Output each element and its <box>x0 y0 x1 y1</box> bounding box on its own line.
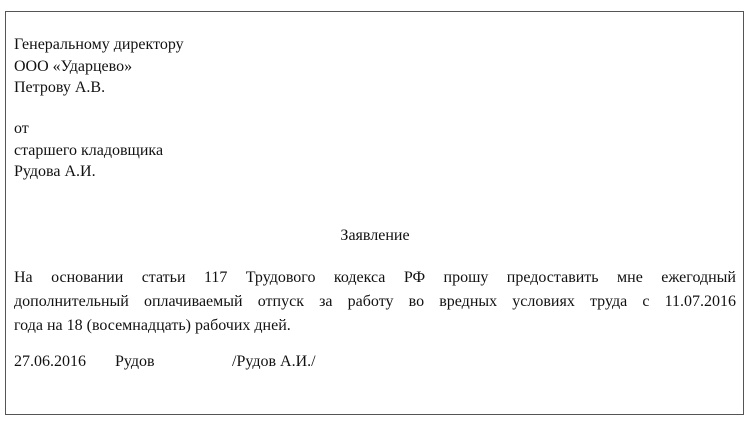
document-title: Заявление <box>340 227 410 244</box>
addressee-line-name: Петрову А.В. <box>14 79 106 96</box>
sender-line-name: Рудова А.И. <box>14 163 96 180</box>
body-line-3: года на 18 (восемнадцать) рабочих дней. <box>14 317 291 334</box>
document-body <box>14 266 736 338</box>
body-line-1: На основании статьи 117 Трудового кодекса РФ прошу предоставить мне ежегодный <box>14 269 736 286</box>
addressee-line-position: Генеральному директору <box>14 36 184 53</box>
addressee-block <box>14 34 184 99</box>
signature-date: 27.06.2016 <box>14 353 86 370</box>
signature-name: /Рудов А.И./ <box>232 353 316 370</box>
sender-block <box>14 118 163 183</box>
sender-line-from: от <box>14 120 29 137</box>
signature-mark: Рудов <box>115 353 155 370</box>
addressee-line-company: ООО «Ударцево» <box>14 57 133 75</box>
body-line-2: дополнительный оплачиваемый отпуск за работу во вредных условиях труда с 11.07.2016 <box>14 293 736 310</box>
sender-line-position: старшего кладовщика <box>14 141 164 159</box>
